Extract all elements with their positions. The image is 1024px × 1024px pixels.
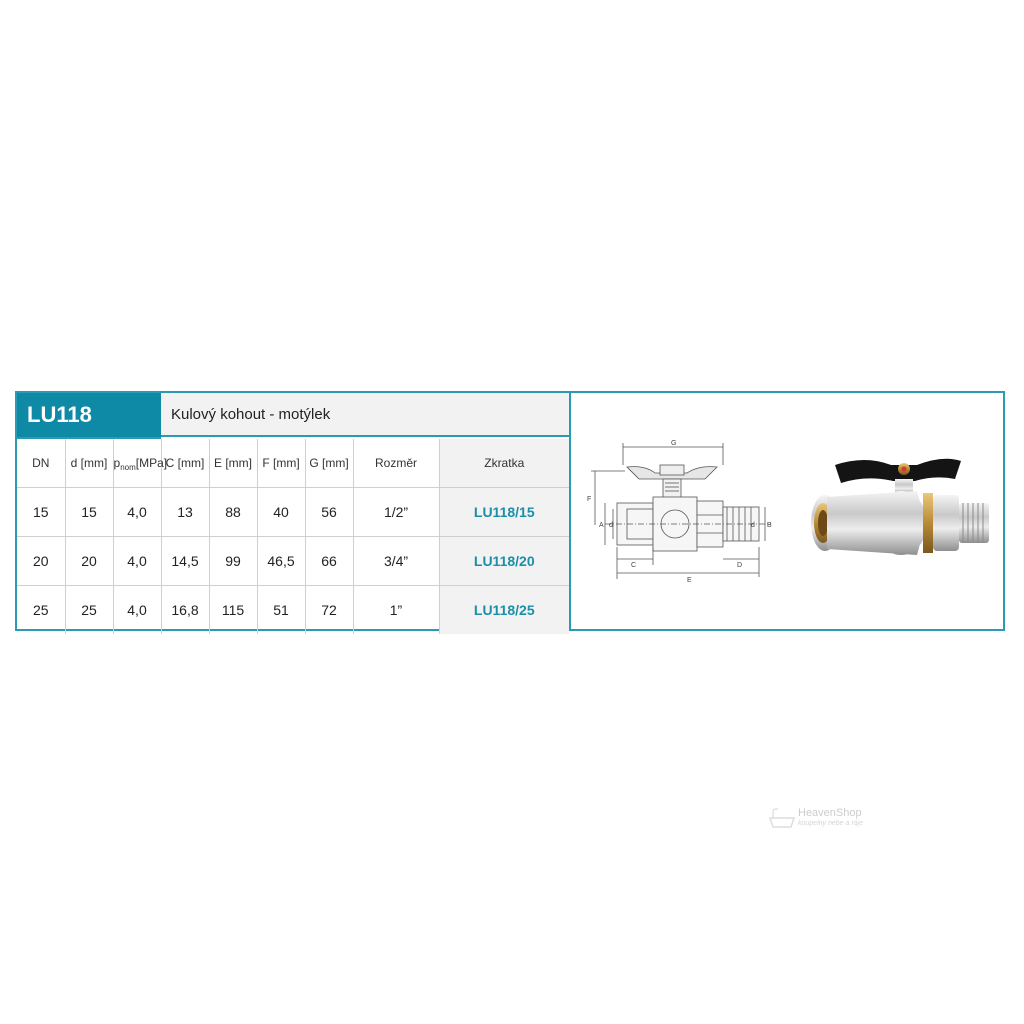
image-panel xyxy=(569,393,1003,629)
cell-f: 51 xyxy=(257,586,305,635)
bathtub-icon xyxy=(768,808,796,830)
dim-label-b: B xyxy=(767,522,772,529)
cell-dn: 15 xyxy=(17,488,65,537)
product-code: LU118 xyxy=(17,393,161,437)
header-p-sub: nom xyxy=(120,463,136,472)
cell-dn: 20 xyxy=(17,537,65,586)
cell-zkratka[interactable]: LU118/20 xyxy=(439,537,569,586)
cell-rozmer: 1/2” xyxy=(353,488,439,537)
header-p xyxy=(113,439,168,488)
header-f: F [mm] xyxy=(257,439,305,488)
header-c: C [mm] xyxy=(161,439,209,488)
header-g: G [mm] xyxy=(305,439,353,488)
header-p-unit: [MPa] xyxy=(135,456,168,470)
cell-d: 15 xyxy=(65,488,113,537)
cell-c: 13 xyxy=(161,488,209,537)
cell-d: 20 xyxy=(65,537,113,586)
spec-table xyxy=(17,439,569,634)
table-row xyxy=(17,537,569,586)
header-e: E [mm] xyxy=(209,439,257,488)
table-row xyxy=(17,488,569,537)
cell-rozmer: 3/4” xyxy=(353,537,439,586)
product-card xyxy=(15,391,1005,631)
cell-c: 14,5 xyxy=(161,537,209,586)
cell-zkratka[interactable]: LU118/15 xyxy=(439,488,569,537)
header-zkratka: Zkratka xyxy=(439,439,569,488)
cell-zkratka[interactable]: LU118/25 xyxy=(439,586,569,635)
cell-e: 88 xyxy=(209,488,257,537)
cell-p: 4,0 xyxy=(113,537,161,586)
spec-table-panel xyxy=(17,393,571,629)
cell-f: 46,5 xyxy=(257,537,305,586)
watermark-slogan: koupelny nebe a ráje xyxy=(798,820,863,827)
cell-g: 66 xyxy=(305,537,353,586)
header-rozmer: Rozměr xyxy=(353,439,439,488)
dim-label-a: A xyxy=(599,522,604,529)
table-row xyxy=(17,586,569,635)
table-header-row xyxy=(17,439,569,488)
dim-label-g: G xyxy=(671,440,677,447)
cell-g: 72 xyxy=(305,586,353,635)
header-p-main: p xyxy=(113,456,121,470)
watermark-logo xyxy=(768,806,878,832)
dim-label-d-left: d xyxy=(609,522,613,529)
dim-label-d-right: D xyxy=(737,562,743,569)
cell-f: 40 xyxy=(257,488,305,537)
cell-d: 25 xyxy=(65,586,113,635)
cell-e: 115 xyxy=(209,586,257,635)
cell-g: 56 xyxy=(305,488,353,537)
header-dn: DN xyxy=(17,439,65,488)
cell-e: 99 xyxy=(209,537,257,586)
cell-c: 16,8 xyxy=(161,586,209,635)
technical-drawing xyxy=(575,435,775,595)
cell-p: 4,0 xyxy=(113,586,161,635)
dim-label-e: E xyxy=(687,577,692,584)
cell-dn: 25 xyxy=(17,586,65,635)
dim-label-c: C xyxy=(631,562,637,569)
valve-photo xyxy=(805,443,995,573)
header-d: d [mm] xyxy=(65,439,113,488)
cell-p: 4,0 xyxy=(113,488,161,537)
product-title: Kulový kohout - motýlek xyxy=(161,393,569,437)
dim-label-d-small: d xyxy=(751,522,755,529)
dim-label-f: F xyxy=(587,496,592,503)
watermark-brand: HeavenShop xyxy=(798,807,862,819)
cell-rozmer: 1” xyxy=(353,586,439,635)
